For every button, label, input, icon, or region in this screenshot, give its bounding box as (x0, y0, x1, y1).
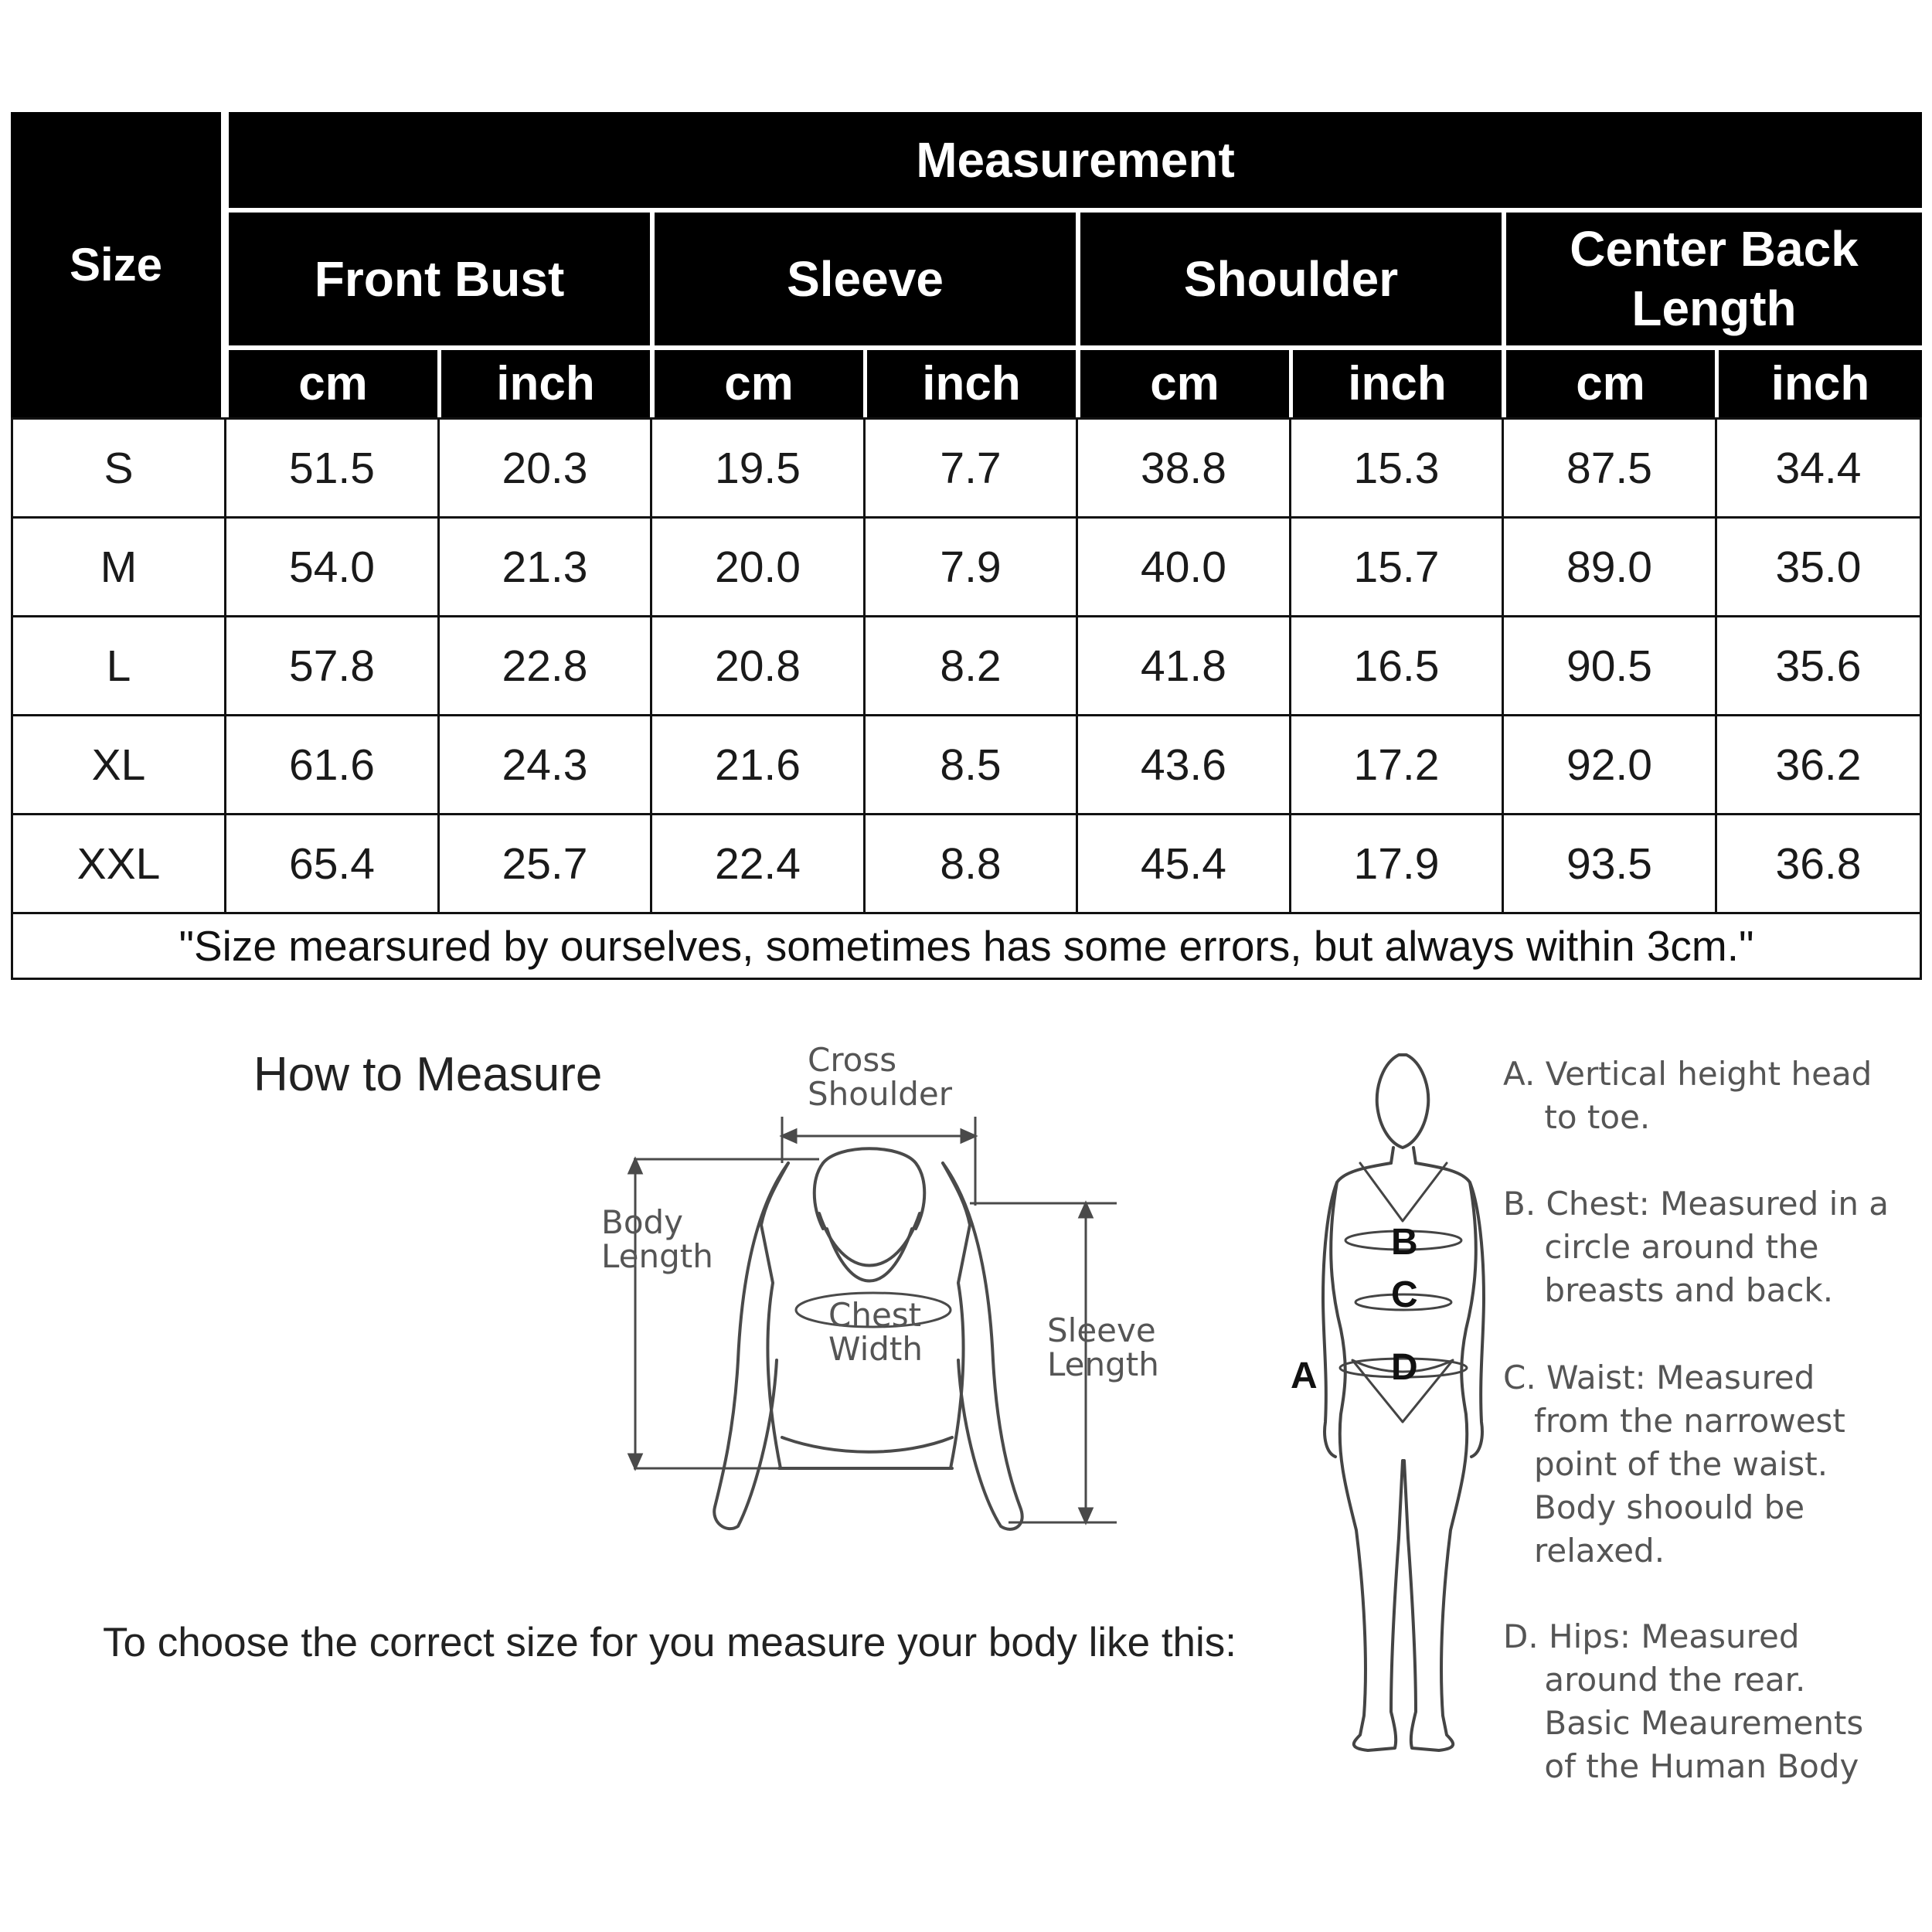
value-cell: 22.8 (440, 617, 652, 714)
value-cell: 19.5 (652, 420, 866, 516)
measurement-header: Measurement (229, 112, 1922, 208)
value-cell: 43.6 (1078, 716, 1291, 813)
value-cell: 8.8 (866, 815, 1078, 912)
how-to-measure-title: How to Measure (253, 1048, 603, 1101)
value-cell: 36.8 (1775, 838, 1862, 889)
value-cell: 40.0 (1078, 519, 1291, 615)
value-cell: 15.7 (1291, 519, 1504, 615)
description-b: B. Chest: Measured in a circle around the breasts and back. (1503, 1185, 1889, 1309)
value-cell: 51.5 (226, 420, 440, 516)
value-cell: 35.0 (1775, 542, 1862, 592)
value-cell: 90.5 (1504, 617, 1717, 714)
value-cell: 61.6 (226, 716, 440, 813)
description-c: C. Waist: Measured from the narrowest point of the waist. Body shoould be relaxed. (1503, 1359, 1845, 1570)
unit-header: cm (1506, 350, 1715, 417)
size-cell: XXL (13, 815, 226, 912)
value-cell: 21.6 (652, 716, 866, 813)
sleeve-length-label: Sleeve Length (1047, 1311, 1159, 1384)
cross-shoulder-label: Cross Shoulder (808, 1041, 953, 1114)
unit-header: cm (1080, 350, 1289, 417)
value-cell: 24.3 (440, 716, 652, 813)
unit-header: inch (441, 350, 650, 417)
value-cell: 34.4 (1775, 443, 1862, 493)
group-header-sleeve: Sleeve (655, 213, 1076, 345)
description-a: A. Vertical height head to toe. (1503, 1055, 1872, 1136)
value-cell: 87.5 (1504, 420, 1717, 516)
size-cell: XL (13, 716, 226, 813)
value-cell: 20.3 (440, 420, 652, 516)
unit-header: inch (867, 350, 1076, 417)
unit-header: inch (1293, 350, 1502, 417)
value-cell: 38.8 (1078, 420, 1291, 516)
value-cell: 17.9 (1291, 815, 1504, 912)
description-d: D. Hips: Measured around the rear. Basic Meaurements of the Human Body (1503, 1617, 1864, 1785)
value-cell: 89.0 (1504, 519, 1717, 615)
group-header-shoulder: Shoulder (1080, 213, 1502, 345)
value-cell: 8.5 (866, 716, 1078, 813)
unit-header: cm (229, 350, 437, 417)
figure-label-a: A (1291, 1355, 1318, 1396)
body-figure-illustration (1323, 1055, 1484, 1750)
value-cell: 16.5 (1291, 617, 1504, 714)
value-cell: 57.8 (226, 617, 440, 714)
size-cell: L (13, 617, 226, 714)
value-cell: 54.0 (226, 519, 440, 615)
value-cell: 35.6 (1775, 641, 1862, 691)
figure-label-d: D (1391, 1347, 1418, 1388)
measurement-note: "Size mearsured by ourselves, sometimes has some errors, but always within 3cm." (179, 922, 1754, 970)
value-cell: 41.8 (1078, 617, 1291, 714)
unit-header: inch (1719, 350, 1922, 417)
unit-header: cm (655, 350, 863, 417)
group-header-front-bust: Front Bust (229, 213, 650, 345)
value-cell: 20.8 (652, 617, 866, 714)
value-cell: 22.4 (652, 815, 866, 912)
value-cell: 25.7 (440, 815, 652, 912)
value-cell: 15.3 (1291, 420, 1504, 516)
value-cell: 65.4 (226, 815, 440, 912)
value-cell: 20.0 (652, 519, 866, 615)
size-header: Size (11, 112, 221, 417)
chest-width-label: Chest Width (828, 1296, 923, 1369)
value-cell: 17.2 (1291, 716, 1504, 813)
size-cell: M (13, 519, 226, 615)
group-header-center-back-length: Center Back Length (1506, 213, 1922, 345)
value-cell: 93.5 (1504, 815, 1717, 912)
value-cell: 92.0 (1504, 716, 1717, 813)
figure-label-b: B (1391, 1222, 1418, 1263)
value-cell: 8.2 (866, 617, 1078, 714)
value-cell: 7.7 (866, 420, 1078, 516)
value-cell: 36.2 (1775, 740, 1862, 790)
value-cell: 45.4 (1078, 815, 1291, 912)
measure-instruction: To choose the correct size for you measure your body like this: (103, 1620, 1237, 1665)
value-cell: 21.3 (440, 519, 652, 615)
size-cell: S (13, 420, 226, 516)
figure-label-c: C (1391, 1274, 1418, 1315)
value-cell: 7.9 (866, 519, 1078, 615)
body-length-label: Body Length (601, 1203, 713, 1276)
